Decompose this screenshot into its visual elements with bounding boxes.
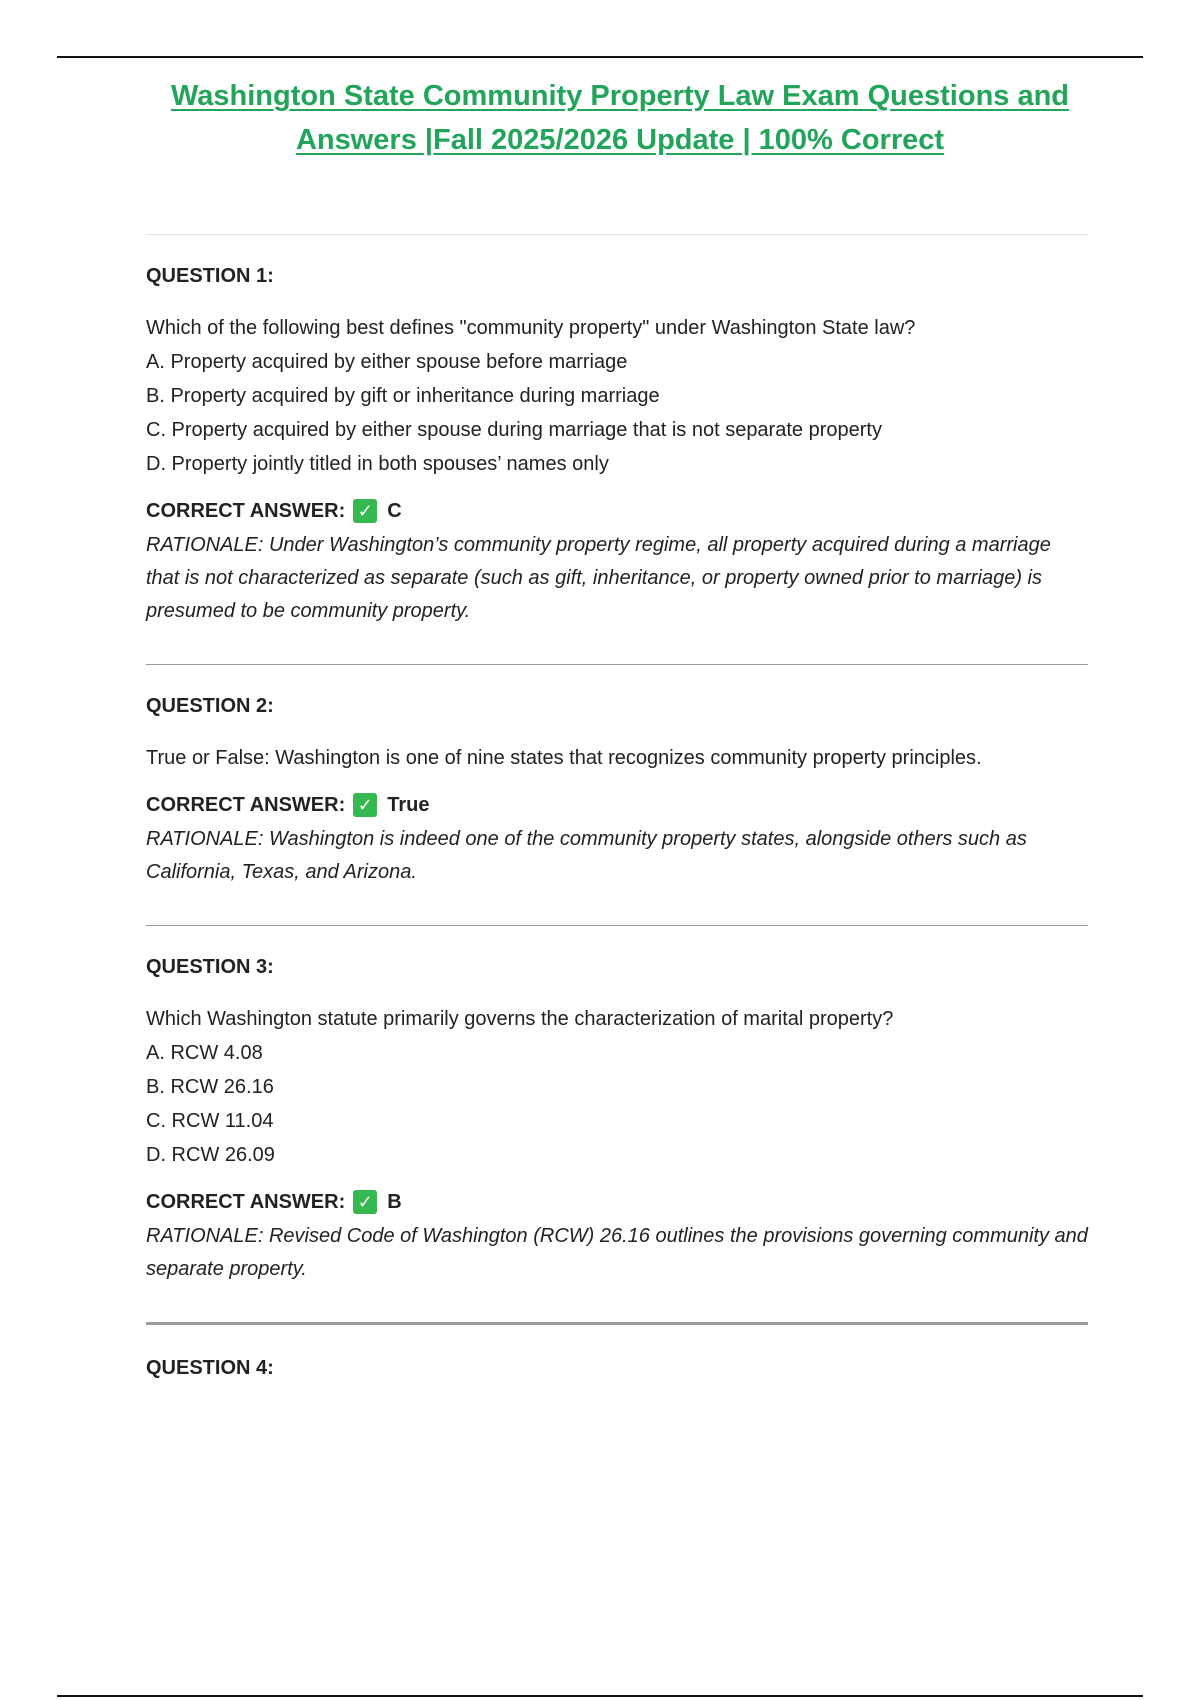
rationale-text: RATIONALE: Revised Code of Washington (RCW) 26.16 outlines the provisions governing community and separate property. [146,1225,1088,1280]
document-title [130,74,1110,162]
correct-answer-label: CORRECT ANSWER: [146,500,346,522]
question-list [146,234,1088,1403]
question-label: QUESTION 4: [146,1357,274,1379]
checkmark-icon: ✓ [353,499,377,523]
title-line-2: Answers |Fall 2025/2026 Update | 100% Correct [295,124,945,156]
option-c: C. RCW 11.04 [146,1110,274,1132]
checkmark-icon: ✓ [353,1190,377,1214]
question-divider [146,664,1088,665]
question-label: QUESTION 2: [146,695,274,717]
question-text: Which Washington statute primarily governs the characterization of marital property? [146,1008,894,1030]
correct-answer [146,497,1088,525]
question-label: QUESTION 3: [146,956,274,978]
title-line-1: Washington State Community Property Law Exam Questions and [170,80,1070,112]
rationale-text: RATIONALE: Washington is indeed one of the community property states, alongside others such as California, Texas, and Arizona. [146,828,1027,883]
question-text: True or False: Washington is one of nine states that recognizes community property principles. [146,747,982,769]
question-divider [146,1322,1088,1325]
question-label: QUESTION 1: [146,265,274,287]
question-block-1 [146,263,1088,628]
rationale-text: RATIONALE: Under Washington’s community property regime, all property acquired during a marriage that is not characterized as separate (such as gift, inheritance, or property owned prior to marriage) is presumed to be community property. [146,534,1051,622]
question-block-4 [146,1355,1088,1381]
option-a: A. Property acquired by either spouse before marriage [146,351,628,373]
option-b: B. RCW 26.16 [146,1076,274,1098]
question-block-2 [146,693,1088,889]
question-divider [146,925,1088,926]
title-divider [146,234,1088,235]
correct-answer-value: C [387,500,402,522]
top-rule [57,56,1143,58]
option-a: A. RCW 4.08 [146,1042,263,1064]
question-text: Which of the following best defines "community property" under Washington State law? [146,317,916,339]
bottom-rule [57,1695,1143,1697]
correct-answer [146,1188,1088,1216]
option-b: B. Property acquired by gift or inheritance during marriage [146,385,660,407]
correct-answer-label: CORRECT ANSWER: [146,1191,346,1213]
option-d: D. RCW 26.09 [146,1144,275,1166]
checkmark-icon: ✓ [353,793,377,817]
correct-answer [146,791,1088,819]
correct-answer-value: True [387,794,430,816]
question-block-3 [146,954,1088,1286]
correct-answer-label: CORRECT ANSWER: [146,794,346,816]
option-d: D. Property jointly titled in both spouses’ names only [146,453,609,475]
option-c: C. Property acquired by either spouse during marriage that is not separate property [146,419,882,441]
correct-answer-value: B [387,1191,402,1213]
